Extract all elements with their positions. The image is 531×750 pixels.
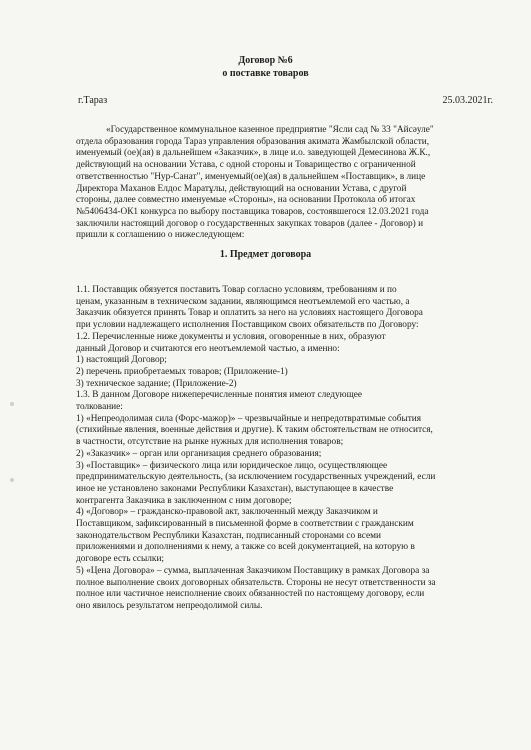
title-line-1: Договор №6 (238, 55, 293, 66)
text-line: именуемый (ое)(ая) в дальнейшем «Заказчик», в лице и.о. заведующей Демесинова Ж.К., (76, 148, 431, 159)
text-line: полное выполнение своих договорных обязательств. Стороны не несут ответственности за (76, 577, 436, 588)
text-line: 2) перечень приобретаемых товаров; (Приложение-1) (76, 366, 288, 377)
section-1-body (76, 285, 500, 613)
section-1-title: 1. Предмет договора (219, 249, 312, 260)
text-line: №5406434-ОК1 конкурса по выбору поставщика товаров, состоявшегося 12.03.2021 года (76, 206, 429, 217)
text-line: предпринимательскую деятельность, (за исключением государственных учреждений, если (76, 472, 436, 483)
text-line: 1.2. Перечисленные ниже документы и условия, оговоренные в них, образуют (76, 331, 386, 342)
text-line: ответственностью "Нур-Санат", именуемый(ое)(ая) в дальнейшем «Поставщик», в лице (76, 171, 426, 182)
text-line: стороны, далее совместно именуемые «Стороны», на основании Протокола об итогах (76, 195, 416, 206)
text-line: 1.1. Поставщик обязуется поставить Товар согласно условиям, требованиям и по (76, 285, 397, 295)
text-line: 5) «Цена Договора» – сумма, выплаченная Заказчиком Поставщику в рамках Договора за (76, 565, 430, 576)
text-line: Поставщиком, зафиксированный в письменной форме в соответствии с гражданским (76, 519, 414, 530)
text-line: Заказчик обязуется принять Товар и оплатить за него на условиях настоящего Договора (76, 308, 423, 319)
text-line: Директора Маханов Елдос Маратұлы, действующий на основании Устава, с другой (76, 183, 407, 194)
text-line: оно явилось результатом непреодолимой силы. (76, 600, 263, 611)
text-line: иное не установлено законами Республики Казахстан), выступающее в качестве (76, 483, 394, 494)
text-line: заключили настоящий договор о государственных закупках товаров (далее - Договор) и (76, 218, 424, 229)
text-line: приложениями и дополнениями к нему, а также со всей документацией, на которую в (76, 542, 415, 553)
text-line: ценам, указанным в техническом задании, являющимся неотъемлемой его частью, а (76, 296, 410, 307)
text-line: (стихийные явления, военные действия и другие). К таким обстоятельствам не относится, (76, 425, 433, 436)
text-line: отдела образования города Тараз управления образования акимата Жамбылской области, (76, 136, 430, 147)
contract-date: 25.03.2021г. (442, 95, 493, 106)
text-line: 2) «Заказчик» – орган или организация среднего образования; (76, 448, 322, 459)
city: г.Тараз (78, 95, 108, 106)
text-line: полное или частичное неисполнение своих обязанностей по настоящему договору, если (76, 589, 425, 600)
text-line: 3) техническое задание; (Приложение-2) (76, 378, 237, 389)
document-title (0, 54, 531, 80)
text-line: при условии надлежащего исполнения Поставщиком своих обязательств по Договору: (76, 320, 419, 331)
text-line: толкование: (76, 402, 123, 413)
punch-hole-mark (10, 478, 14, 482)
text-line: 1.3. В данном Договоре нижеперечисленные понятия имеют следующее (76, 390, 363, 401)
text-line: законодательством Республики Казахстан, подписанный сторонами со всеми (76, 530, 381, 541)
text-line: договоре есть ссылки; (76, 554, 165, 565)
title-line-2: о поставке товаров (222, 68, 309, 79)
text-line: 1) «Непреодолимая сила (Форс-мажор)» – чрезвычайные и непредотвратимые события (76, 413, 422, 424)
text-line: данный Договор и считаются его неотъемлемой частью, а именно: (76, 343, 340, 354)
text-line: 4) «Договор» – гражданско-правовой акт, заключенный между Заказчиком и (76, 507, 378, 518)
text-line: 3) «Поставщик» – физического лица или юридическое лицо, осуществляющее (76, 460, 388, 471)
text-line: действующий на основании Устава, с одной стороны и Товарищество с ограниченной (76, 160, 416, 171)
text-line: 1) настоящий Договор; (76, 355, 167, 366)
text-line: контрагента Заказчика в заключенном с ним договоре; (76, 495, 292, 506)
text-line: в частности, отсутствие на рынке нужных для исполнения товаров; (76, 437, 344, 448)
text-line: «Государственное коммунальное казенное предприятие "Ясли сад № 33 "Айсәуле" (106, 125, 434, 135)
punch-hole-mark (10, 402, 14, 406)
preamble-paragraph (76, 125, 500, 242)
text-line: пришли к соглашению о нижеследующем: (76, 230, 245, 241)
